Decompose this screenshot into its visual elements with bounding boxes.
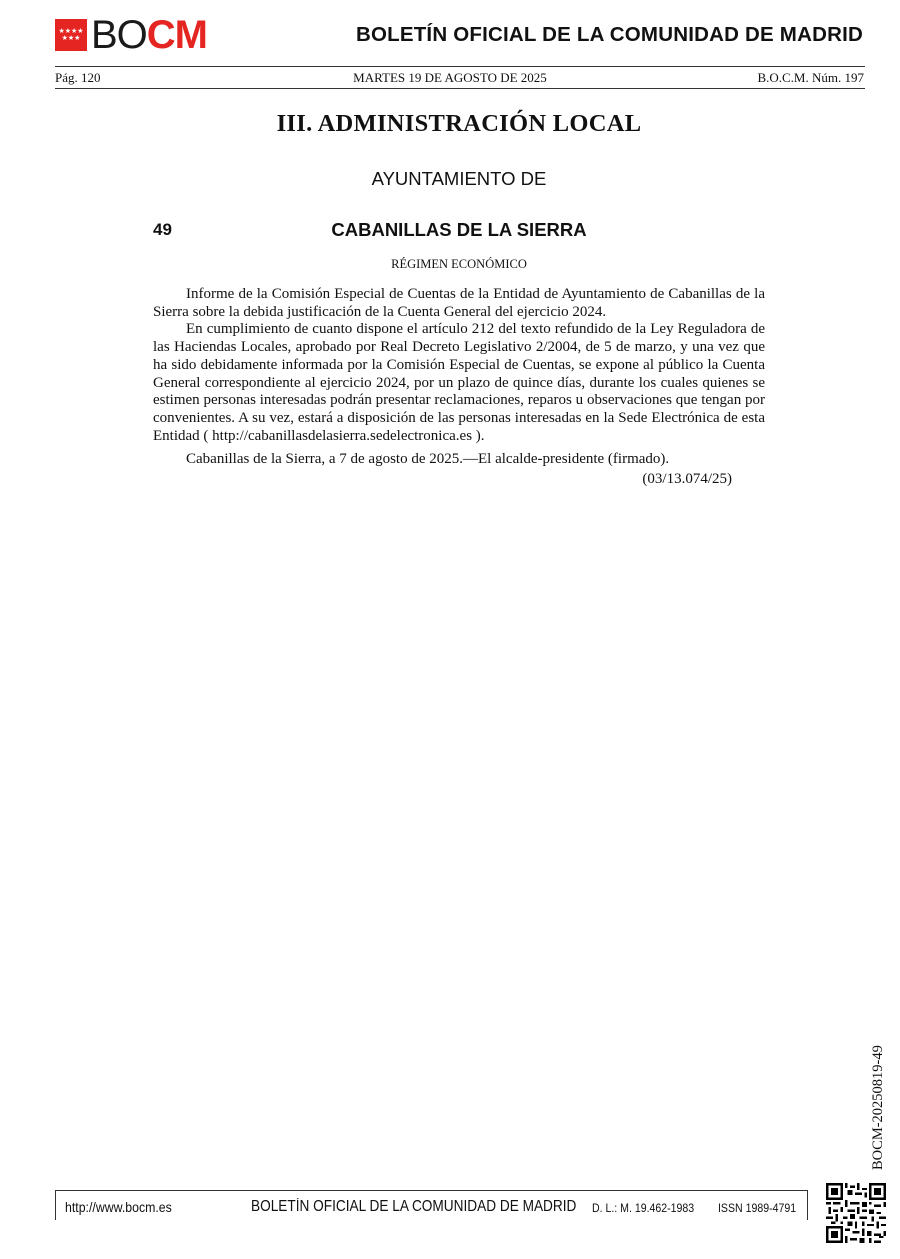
- issue-number: B.O.C.M. Núm. 197: [757, 70, 864, 85]
- logo-wordmark: BOCM: [91, 13, 208, 57]
- qr-code-icon: [826, 1183, 886, 1243]
- footer: [55, 1190, 808, 1220]
- bocm-logo: [55, 13, 208, 57]
- footer-url-link[interactable]: http://www.bocm.es: [65, 1199, 172, 1215]
- reference-code: (03/13.074/25): [642, 471, 732, 488]
- issn: ISSN 1989-4791: [718, 1201, 797, 1215]
- paragraph-2: En cumplimiento de cuanto dispone el artículo 212 del texto refundido de la Ley Reguladora de las Haciendas Locales, aprobado por Real Decreto Legislativo 2/2004, de 5 de marzo, y una vez que ha sido debidamente informada por la Comisión Especial de Cuentas, se expone al público la Cuenta General correspondiente al ejercicio 2024, por un plazo de quince días, durante los cuales quienes se estimen personas interesadas podrán presentar reclamaciones, reparos u observaciones que tengan por convenientes. A su vez, estará a disposición de las personas interesadas en la Sede Electrónica de esta Entidad ( http://cabanillasdelasierra.sedelectronica.es ).: [153, 321, 765, 444]
- header-rule-top: [55, 66, 865, 67]
- header-rule-bottom: [55, 88, 865, 89]
- announcement-body: [153, 286, 765, 489]
- issue-date: MARTES 19 DE AGOSTO DE 2025: [353, 70, 547, 85]
- madrid-flag-icon: ★★★★ ★★★: [55, 19, 87, 51]
- page-number: Pág. 120: [55, 70, 101, 85]
- header-title: BOLETÍN OFICIAL DE LA COMUNIDAD DE MADRID: [355, 23, 863, 46]
- category-heading: RÉGIMEN ECONÓMICO: [391, 257, 527, 271]
- paragraph-1: Informe de la Comisión Especial de Cuentas de la Entidad de Ayuntamiento de Cabanillas de la Sierra sobre la debida justificación de la Cuenta General del ejercicio 2024.: [153, 286, 765, 320]
- section-subtitle: AYUNTAMIENTO DE: [371, 168, 547, 189]
- entity-name: CABANILLAS DE LA SIERRA: [331, 219, 587, 240]
- signature-line: Cabanillas de la Sierra, a 7 de agosto de 2025.—El alcalde-presidente (firmado).: [186, 451, 670, 468]
- announcement-number: 49: [153, 220, 172, 239]
- section-title: III. ADMINISTRACIÓN LOCAL: [276, 110, 642, 137]
- document-id: BOCM-20250819-49: [870, 1045, 886, 1170]
- footer-title: BOLETÍN OFICIAL DE LA COMUNIDAD DE MADRID: [251, 1198, 577, 1215]
- legal-deposit: D. L.: M. 19.462-1983: [592, 1201, 695, 1215]
